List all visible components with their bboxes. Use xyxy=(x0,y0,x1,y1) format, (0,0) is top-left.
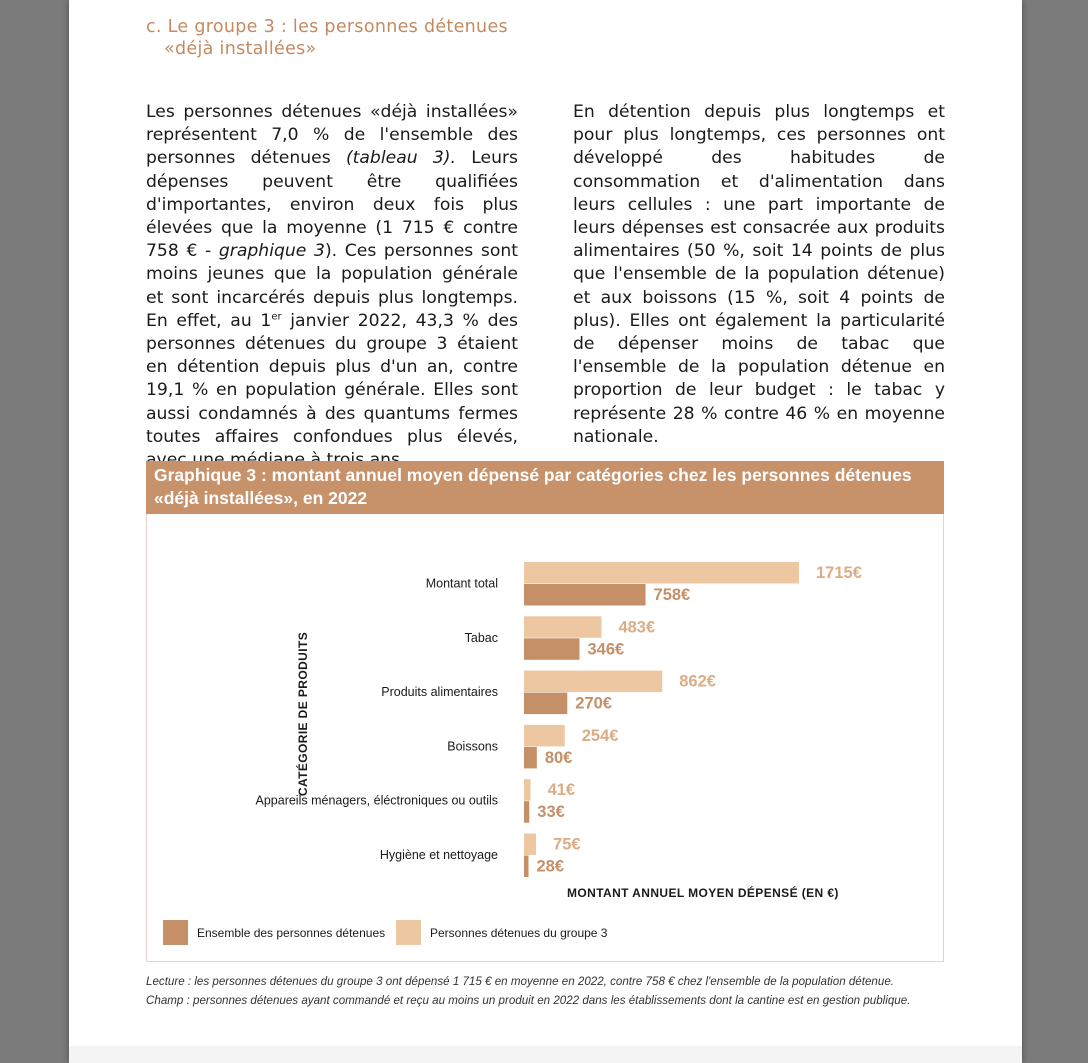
bar-value-label: 80€ xyxy=(544,748,573,767)
bars-group xyxy=(256,562,862,877)
bar-value-label: 1715€ xyxy=(816,564,862,582)
left-para-1: Les personnes détenues «déjà installées» représentent 7,0 % de l'ensemble des personnes détenues xyxy=(146,102,518,169)
category-label: Appareils ménagers, éléctroniques ou outils xyxy=(255,793,498,808)
bar-value-label: 758€ xyxy=(653,586,691,604)
bar-chart xyxy=(147,514,945,962)
category-label: Montant total xyxy=(425,576,498,591)
bar-groupe3 xyxy=(524,671,662,693)
bar-value-label: 346€ xyxy=(587,640,625,659)
bar-value-label: 483€ xyxy=(618,618,656,637)
bar-value-label: 862€ xyxy=(679,672,716,691)
bar-groupe3 xyxy=(524,725,565,747)
bar-groupe3 xyxy=(524,834,536,856)
bar-value-label: 270€ xyxy=(575,694,613,713)
page-bottom-edge xyxy=(69,1046,1022,1063)
bar-value-label: 75€ xyxy=(553,835,581,854)
section-heading-line1: c. Le groupe 3 : les personnes détenues xyxy=(146,17,508,37)
chart-notes xyxy=(146,972,966,1010)
y-axis-title: CATÉGORIE DE PRODUITS xyxy=(296,631,310,797)
section-heading-line2: «déjà installées» xyxy=(164,39,317,59)
category-label: Boissons xyxy=(447,739,498,754)
ordinal-sup: er xyxy=(271,311,282,323)
legend-swatch-ensemble xyxy=(163,920,188,945)
left-text-column xyxy=(146,101,518,472)
legend xyxy=(163,920,608,945)
lecture-note: Lecture : les personnes détenues du groupe 3 ont dépensé 1 715 € en moyenne en 2022, contre 758 € chez l'ensemble de la population détenue. xyxy=(146,975,894,988)
bar-groupe3 xyxy=(524,562,799,584)
bar-groupe3 xyxy=(524,779,531,801)
legend-label-groupe3: Personnes détenues du groupe 3 xyxy=(430,926,608,940)
bar-value-label: 254€ xyxy=(581,726,619,745)
table-reference: (tableau 3). xyxy=(345,148,456,169)
right-text-column xyxy=(573,101,945,449)
champ-note: Champ : personnes détenues ayant commandé et reçu au moins un produit en 2022 dans les établissements dont la cantine est en gestion publique. xyxy=(146,994,911,1007)
bar-ensemble xyxy=(524,693,567,715)
bar-ensemble xyxy=(524,801,529,823)
report-page xyxy=(69,0,1022,1063)
section-heading xyxy=(146,16,646,60)
bar-groupe3 xyxy=(524,616,601,638)
bar-ensemble xyxy=(524,638,579,660)
right-para: En détention depuis plus longtemps et pour plus longtemps, ces personnes ont développé des habitudes de consommation et d'alimentation dans leurs cellules : une part importante de leurs dépenses est consacrée aux produits alimentaires (50 %, soit 14 points de plus que l'ensemble de la population détenue) et aux boissons (15 %, soit 4 points de plus). Elles ont également la particularité de dépenser moins de tabac que l'ensemble de la population détenue en proportion de leur budget : le tabac y représente 28 % contre 46 % en moyenne nationale. xyxy=(573,102,945,447)
legend-label-ensemble: Ensemble des personnes détenues xyxy=(197,926,386,940)
category-label: Hygiène et nettoyage xyxy=(379,848,498,862)
chart-title: Graphique 3 : montant annuel moyen dépensé par catégories chez les personnes détenues «déjà installées», en 2022 xyxy=(146,461,944,514)
bar-ensemble xyxy=(524,856,528,878)
graph-reference: graphique 3 xyxy=(218,241,325,262)
category-label: Produits alimentaires xyxy=(381,685,498,700)
category-label: Tabac xyxy=(464,630,498,645)
left-para-3: ). Ces personnes sont moins jeunes que la population générale et sont incarcérés depuis plus longtemps. En effet, au 1 xyxy=(146,241,519,331)
left-para-4: janvier 2022, 43,3 % des personnes détenues du groupe 3 étaient en détention depuis plus d'un an, contre 19,1 % en population générale. Elles sont aussi condamnés à des quantums fermes toutes affaires confondues plus élevés, xyxy=(146,310,519,447)
bar-value-label: 41€ xyxy=(547,781,576,800)
x-axis-title: MONTANT ANNUEL MOYEN DÉPENSÉ (EN €) xyxy=(567,886,839,900)
bar-value-label: 33€ xyxy=(537,803,565,822)
bar-ensemble xyxy=(524,584,646,606)
legend-swatch-groupe3 xyxy=(396,920,421,945)
left-para-2: Leurs dépenses peuvent être qualifiées d'importantes, environ deux fois plus élevées que la moyenne (1 715 € contre 758 € - xyxy=(146,148,518,262)
chart-container xyxy=(146,514,944,962)
bar-value-label: 28€ xyxy=(536,857,565,876)
bar-ensemble xyxy=(524,747,537,769)
